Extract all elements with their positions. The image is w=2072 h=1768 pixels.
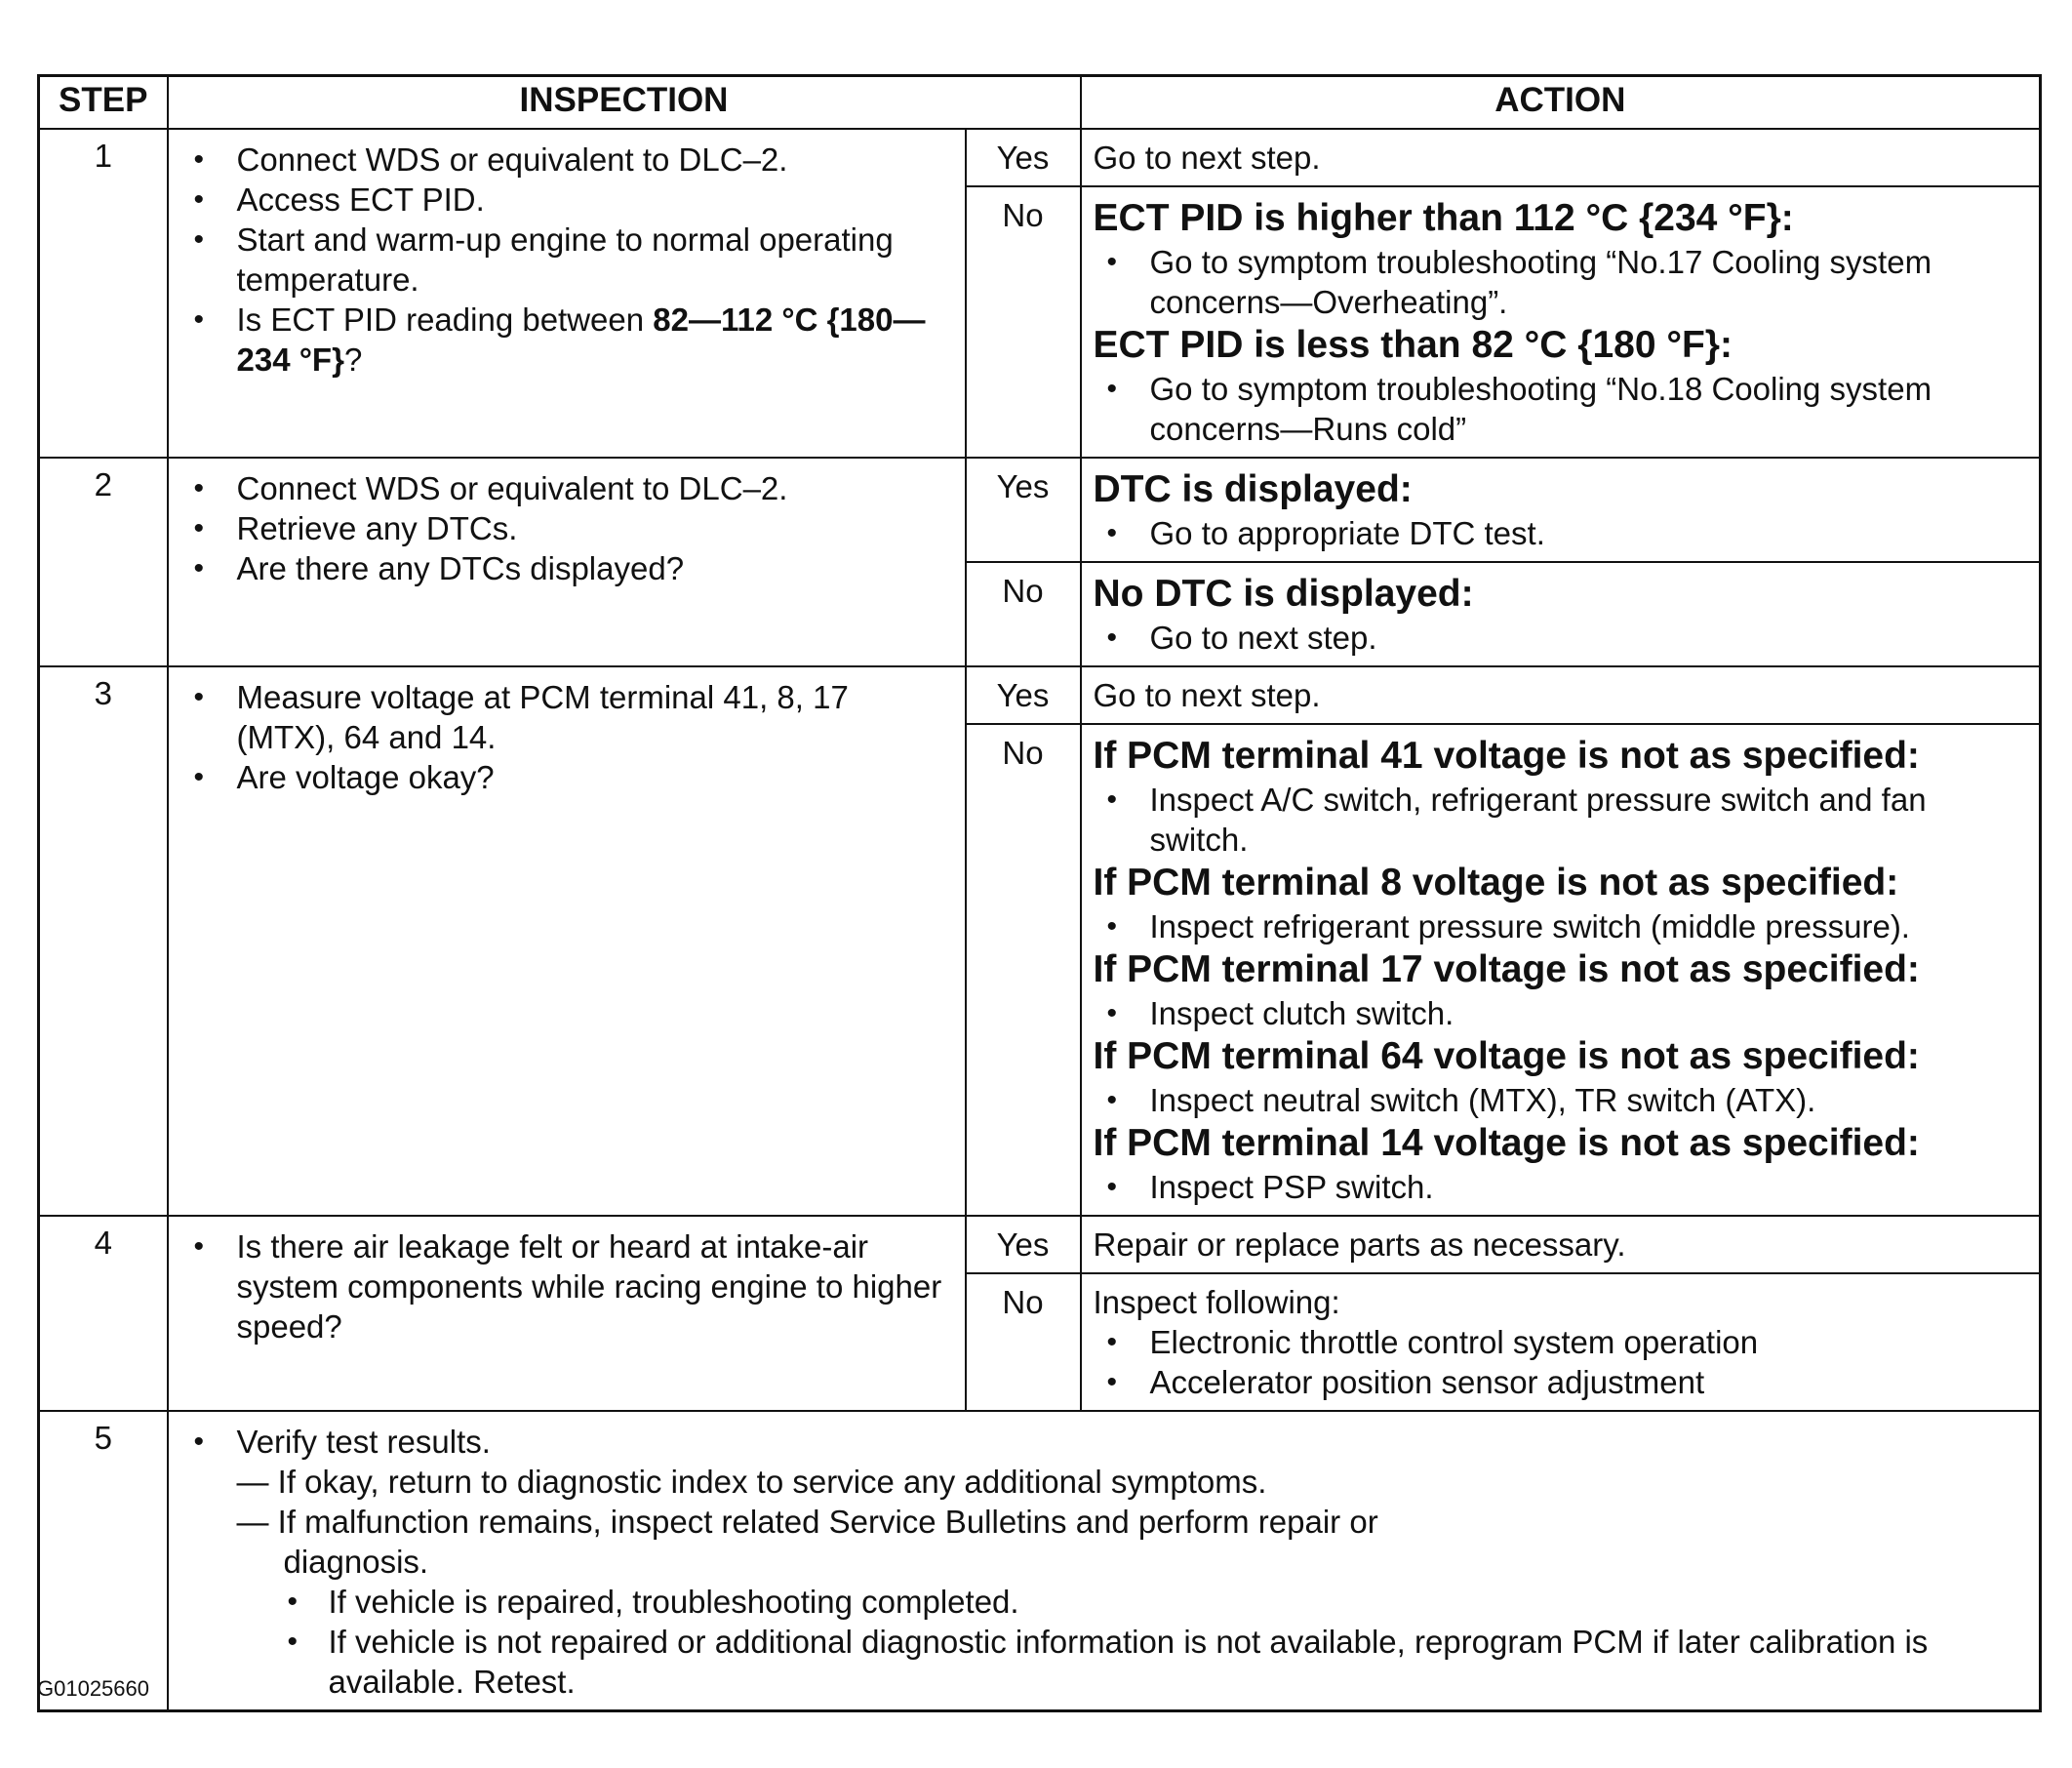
step-1-inspection xyxy=(168,129,966,458)
sub-bullet: • If vehicle is not repaired or additional diagnostic information is not available, reprogram PCM if later calibration is available. Retest. xyxy=(284,1622,2028,1702)
action-text: Go to next step. xyxy=(1093,140,1321,176)
step-4-no-action xyxy=(1081,1273,2041,1411)
step-3-no-action xyxy=(1081,724,2041,1216)
action-heading: No DTC is displayed: xyxy=(1093,573,1474,615)
no-label: No xyxy=(966,1273,1081,1411)
step-2-no-action xyxy=(1081,562,2041,666)
action-bullet: • Inspect neutral switch (MTX), TR switch (ATX). xyxy=(1094,1080,2030,1120)
step-1-no-action xyxy=(1081,186,2041,458)
inspection-text: ? xyxy=(343,342,363,378)
action-heading: DTC is displayed: xyxy=(1093,468,1413,510)
inspection-item: • Measure voltage at PCM terminal 41, 8, 17 (MTX), 64 and 14. xyxy=(180,677,953,757)
action-text: Repair or replace parts as necessary. xyxy=(1093,1226,1626,1263)
inspection-item: • Connect WDS or equivalent to DLC–2. xyxy=(180,468,953,508)
step-3-yes-row xyxy=(39,666,2041,724)
inspection-item: • Connect WDS or equivalent to DLC–2. xyxy=(180,140,953,180)
inspection-item xyxy=(180,300,953,380)
yes-label: Yes xyxy=(966,1216,1081,1273)
inspection-item: • Are there any DTCs displayed? xyxy=(180,548,953,588)
step-number: 3 xyxy=(39,666,168,1216)
action-bullet: • Go to symptom troubleshooting “No.18 Cooling system concerns—Runs cold” xyxy=(1094,369,2030,449)
step-2-yes-row xyxy=(39,458,2041,562)
step-number: 2 xyxy=(39,458,168,666)
inspection-item: • Are voltage okay? xyxy=(180,757,953,797)
inspection-item: • Retrieve any DTCs. xyxy=(180,508,953,548)
step-4-inspection xyxy=(168,1216,966,1411)
action-heading: If PCM terminal 64 voltage is not as specified: xyxy=(1093,1035,1920,1077)
step-number: 1 xyxy=(39,129,168,458)
dash-item: — If okay, return to diagnostic index to service any additional symptoms. xyxy=(236,1464,1267,1500)
step-2-inspection xyxy=(168,458,966,666)
action-heading: ECT PID is higher than 112 °C {234 °F}: xyxy=(1093,197,1794,239)
action-text: Inspect following: xyxy=(1093,1284,1340,1320)
action-bullet: • Go to appropriate DTC test. xyxy=(1094,513,2030,553)
step-3-yes-action xyxy=(1081,666,2041,724)
no-label: No xyxy=(966,186,1081,458)
step-1-yes-action xyxy=(1081,129,2041,186)
action-text: Go to next step. xyxy=(1093,677,1321,713)
action-bullet: • Go to next step. xyxy=(1094,618,2030,658)
step-5-inspection xyxy=(168,1411,2041,1711)
action-heading: ECT PID is less than 82 °C {180 °F}: xyxy=(1093,324,1733,366)
inspection-item: • Is there air leakage felt or heard at intake-air system components while racing engine to higher speed? xyxy=(180,1226,953,1346)
step-5-row xyxy=(39,1411,2041,1711)
figure-id: G01025660 xyxy=(37,1676,149,1701)
action-heading: If PCM terminal 8 voltage is not as specified: xyxy=(1093,862,1899,904)
header-step: STEP xyxy=(39,76,168,130)
step-4-yes-action xyxy=(1081,1216,2041,1273)
header-row xyxy=(39,76,2041,130)
dash-item: — If malfunction remains, inspect related Service Bulletins and perform repair or diagnosis. xyxy=(236,1504,1378,1580)
yes-label: Yes xyxy=(966,666,1081,724)
inspection-item: • Verify test results. xyxy=(180,1422,2028,1462)
action-bullet: • Inspect A/C switch, refrigerant pressure switch and fan switch. xyxy=(1094,780,2030,860)
action-heading: If PCM terminal 41 voltage is not as specified: xyxy=(1093,735,1920,777)
sub-bullet: • If vehicle is repaired, troubleshooting completed. xyxy=(284,1582,2028,1622)
action-bullet: • Inspect PSP switch. xyxy=(1094,1167,2030,1207)
header-inspection: INSPECTION xyxy=(168,76,1081,130)
action-heading: If PCM terminal 14 voltage is not as specified: xyxy=(1093,1122,1920,1164)
action-bullet: • Accelerator position sensor adjustment xyxy=(1094,1362,2030,1402)
step-3-inspection xyxy=(168,666,966,1216)
action-bullet: • Inspect refrigerant pressure switch (middle pressure). xyxy=(1094,906,2030,946)
action-bullet: • Electronic throttle control system operation xyxy=(1094,1322,2030,1362)
yes-label: Yes xyxy=(966,129,1081,186)
no-label: No xyxy=(966,562,1081,666)
action-bullet: • Go to symptom troubleshooting “No.17 Cooling system concerns—Overheating”. xyxy=(1094,242,2030,322)
inspection-text: Is ECT PID reading between xyxy=(236,301,654,338)
inspection-item: • Start and warm-up engine to normal operating temperature. xyxy=(180,220,953,300)
step-2-yes-action xyxy=(1081,458,2041,562)
action-heading: If PCM terminal 17 voltage is not as specified: xyxy=(1093,948,1920,990)
step-1-yes-row xyxy=(39,129,2041,186)
header-action: ACTION xyxy=(1081,76,2041,130)
diagnostic-procedure-table xyxy=(37,74,2042,1712)
action-bullet: • Inspect clutch switch. xyxy=(1094,993,2030,1033)
step-number: 5 xyxy=(39,1411,168,1711)
yes-label: Yes xyxy=(966,458,1081,562)
spec-range: 82—112 °C {180—234 °F} xyxy=(236,301,926,378)
inspection-item: • Access ECT PID. xyxy=(180,180,953,220)
no-label: No xyxy=(966,724,1081,1216)
step-number: 4 xyxy=(39,1216,168,1411)
step-4-yes-row xyxy=(39,1216,2041,1273)
